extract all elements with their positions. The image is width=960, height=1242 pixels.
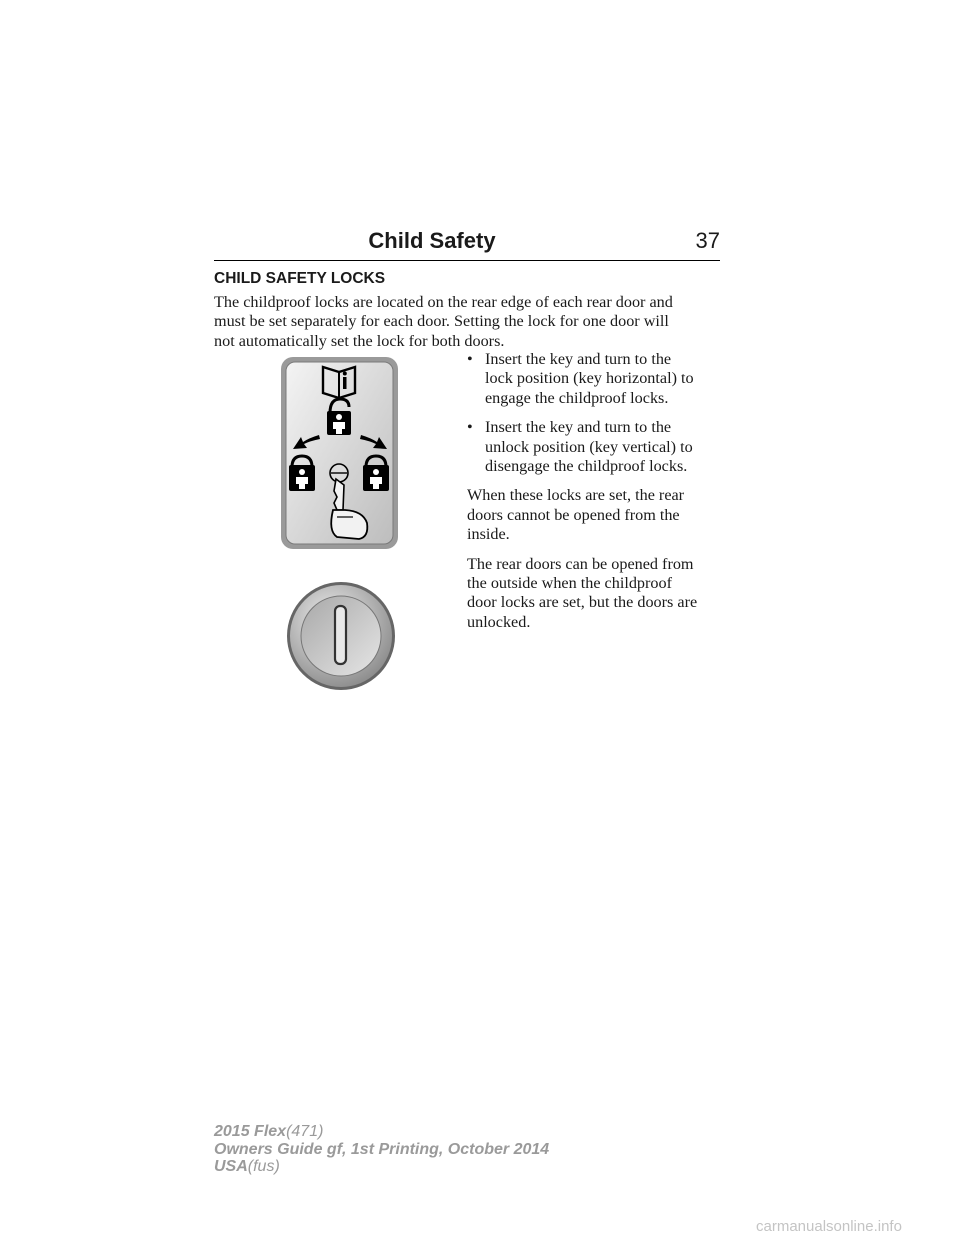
bullet-mark: • (467, 418, 473, 437)
paragraph-line: unlocked. (467, 612, 531, 631)
intro-paragraph (214, 293, 726, 351)
list-item-line: disengage the childproof locks. (485, 457, 688, 476)
intro-line: must be set separately for each door. Setting the lock for one door will (214, 312, 669, 331)
paragraph-line: doors cannot be opened from the (467, 505, 680, 524)
body-paragraph (467, 555, 729, 633)
intro-line: not automatically set the lock for both doors. (214, 331, 505, 350)
footer-model: 2015 Flex (214, 1123, 287, 1140)
chapter-title: Child Safety (368, 228, 496, 253)
footer-market-code: (fus) (247, 1158, 280, 1175)
list-item-line: lock position (key horizontal) to (485, 369, 694, 388)
print-footer (214, 1123, 549, 1176)
section-heading: CHILD SAFETY LOCKS (214, 270, 386, 287)
footer-model-code: (471) (286, 1123, 324, 1140)
child-lock-diagram-icon (279, 355, 400, 551)
footer-market: USA (214, 1158, 248, 1175)
list-item-line: Insert the key and turn to the (485, 350, 672, 368)
page-header (214, 226, 720, 261)
list-item-line: Insert the key and turn to the (485, 418, 672, 437)
paragraph-line: The rear doors can be opened from (467, 554, 694, 573)
footer-edition: Owners Guide gf, 1st Printing, October 2014 (214, 1140, 550, 1158)
list-item-line: unlock position (key vertical) to (485, 437, 693, 456)
page-number: 37 (695, 228, 720, 253)
bullet-mark: • (467, 350, 473, 368)
intro-line: The childproof locks are located on the rear edge of each rear door and (214, 293, 673, 311)
paragraph-line: the outside when the childproof (467, 574, 672, 593)
lock-knob-icon (285, 580, 397, 692)
instruction-column (467, 350, 729, 642)
list-item-line: engage the childproof locks. (485, 388, 669, 407)
body-paragraph (467, 486, 729, 544)
watermark: carmanualsonline.info (756, 1218, 902, 1235)
paragraph-line: door locks are set, but the doors are (467, 593, 698, 612)
list-item (467, 350, 729, 408)
paragraph-line: inside. (467, 525, 510, 544)
paragraph-line: When these locks are set, the rear (467, 486, 685, 505)
list-item (467, 418, 729, 476)
